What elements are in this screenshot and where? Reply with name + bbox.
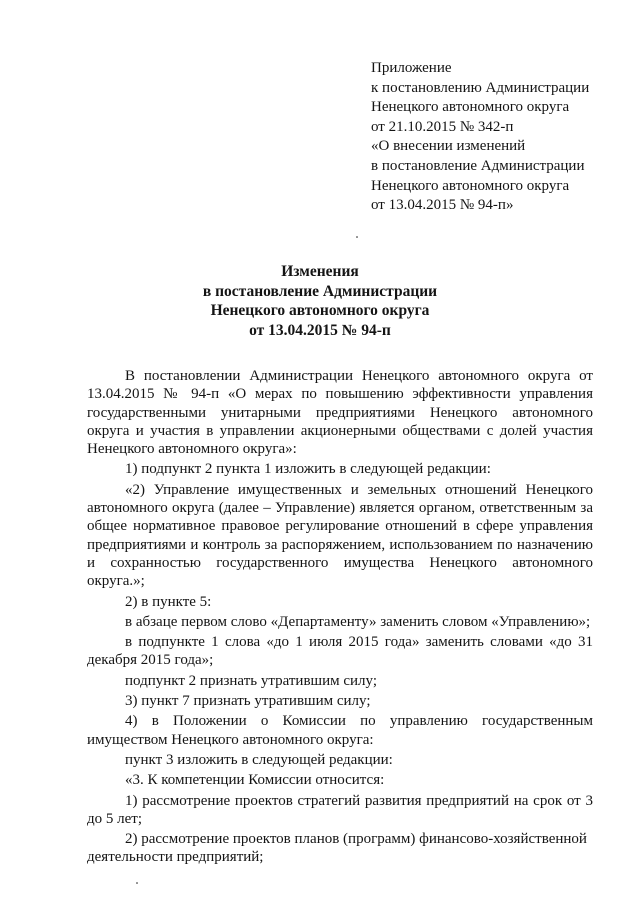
scan-speck [356,236,358,238]
title-line: от 13.04.2015 № 94-п [249,321,391,339]
appendix-line: в постановление Администрации [371,157,585,174]
body-paragraph: в абзаце первом слово «Департаменту» заменить словом «Управлению»; [125,613,591,630]
appendix-line: от 21.10.2015 № 342-п [371,118,514,135]
appendix-line: «О внесении изменений [371,138,526,155]
body-paragraph: 4) в Положении о Комиссии по управлению государственным имуществом Ненецкого автономного округа: [87,713,593,748]
body-paragraph: подпункт 2 признать утратившим силу; [125,672,377,689]
body-paragraph: «2) Управление имущественных и земельных отношений Ненецкого автономного округа (далее – Управление) является органом, ответственным за общее нормативное правовое регулирование отношений в сфере управления предприятиями и контроль за распоряжением, использованием по назначению и сохранностью государственного имущества Ненецкого автономного округа.»; [87,481,593,590]
document-title [0,262,640,340]
scan-speck [136,882,138,884]
appendix-line: Приложение [371,60,452,76]
appendix-line: Ненецкого автономного округа [371,99,570,116]
body-paragraph: 2) рассмотрение проектов планов (программ) финансово-хозяйственной деятельности предприятий; [87,831,587,866]
body-paragraph: в подпункте 1 слова «до 1 июля 2015 года» заменить словами «до 31 декабря 2015 года»; [87,634,593,669]
appendix-line: к постановлению Администрации [371,79,590,96]
appendix-line: от 13.04.2015 № 94-п» [371,197,514,214]
body-paragraph: «3. К компетенции Комиссии относится: [125,772,385,789]
body-paragraph: 1) рассмотрение проектов стратегий развития предприятий на срок от 3 до 5 лет; [87,792,593,827]
body-paragraph: 2) в пункте 5: [125,593,212,610]
body-paragraph: пункт 3 изложить в следующей редакции: [125,751,393,768]
title-line: Ненецкого автономного округа [210,302,430,320]
title-line: Изменения [281,263,359,280]
body-paragraph: В постановлении Администрации Ненецкого автономного округа от 13.04.2015 № 94-п «О мерах по повышению эффективности управления государственными унитарными предприятиями Ненецкого автономного округа и участия в управлении акционерными обществами с долей участия Ненецкого автономного округа»: [87,368,593,458]
body-paragraph: 1) подпункт 2 пункта 1 изложить в следующей редакции: [125,461,491,478]
title-line: в постановление Администрации [202,282,438,300]
appendix-line: Ненецкого автономного округа [371,177,570,194]
appendix-header [371,59,589,216]
body-paragraph: 3) пункт 7 признать утратившим силу; [125,693,371,710]
document-body [87,367,593,869]
